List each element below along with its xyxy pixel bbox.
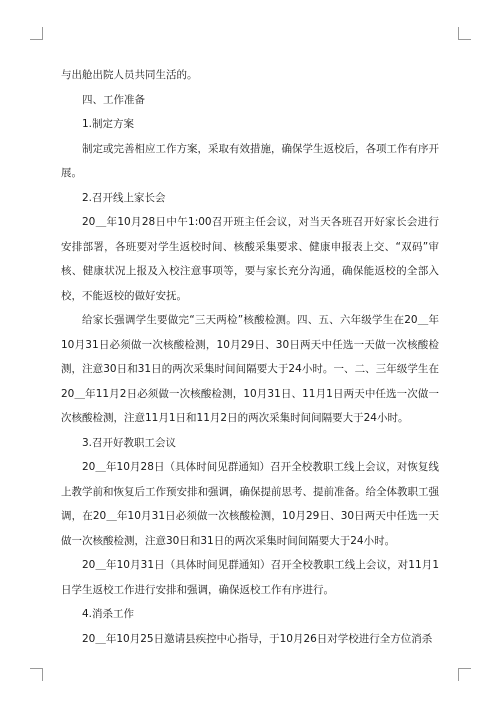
paragraph-nucleic-test: 给家长强调学生要做完“三天两检”核酸检测。四、五、六年级学生在20＿年10月31日必须做一次核酸检测，10月29日、30日两天中任选一天做一次核酸检测，注意30日和31日的两次采集时间间隔要大于24小时。一、二、三年级学生在20＿年11月2日必须做一次核酸检测，10月31日、11月1日两天中任选一次做一次核酸检测，注意11月1日和11月2日的两次采集时间间隔要大于24小时。 — [61, 314, 439, 424]
subheading-plan: 1.制定方案 — [82, 118, 135, 130]
crop-mark-top-left — [30, 27, 43, 40]
paragraph-parent-meeting: 20＿年10月28日中午1:00召开班主任会议，对当天各班召开好家长会进行安排部署，各班要对学生返校时间、核酸采集要求、健康申报表上交、“双码”审核、健康状况上报及入校注意事项等，要与家长充分沟通，确保能返校的全部入校，不能返校的做好安抚。 — [61, 216, 439, 302]
subheading-parent-meeting: 2.召开线上家长会 — [82, 191, 166, 204]
paragraph-continuation: 与出舱出院人员共同生活的。 — [61, 69, 198, 81]
paragraph-disinfection: 20＿年10月25日邀请县疾控中心指导，于10月26日对学校进行全方位消杀 — [82, 632, 433, 645]
crop-mark-bottom-left — [30, 668, 43, 681]
paragraph-plan: 制定或完善相应工作方案，采取有效措施，确保学生返校后，各项工作有序开展。 — [61, 142, 439, 179]
paragraph-staff-meeting-2: 20＿年10月31日（具体时间见群通知）召开全校教职工线上会议，对11月1日学生返校工作进行安排和强调，确保返校工作有序进行。 — [61, 559, 439, 596]
section-heading-work-preparation: 四、工作准备 — [82, 93, 145, 106]
document-body — [61, 63, 439, 651]
crop-mark-bottom-right — [458, 668, 471, 681]
subheading-staff-meeting: 3.召开好教职工会议 — [82, 436, 177, 449]
crop-mark-top-right — [458, 27, 471, 40]
paragraph-staff-meeting: 20＿年10月28日（具体时间见群通知）召开全校教职工线上会议，对恢复线上教学前和恢复后工作预安排和强调，确保提前思考、提前准备。给全体教职工强调，在20＿年10月31日必须做一次核酸检测，10月29日、30日两天中任选一天做一次核酸检测，注意30日和31日的两次采集时间间隔要大于24小时。 — [61, 461, 439, 547]
subheading-disinfection: 4.消杀工作 — [82, 608, 135, 620]
